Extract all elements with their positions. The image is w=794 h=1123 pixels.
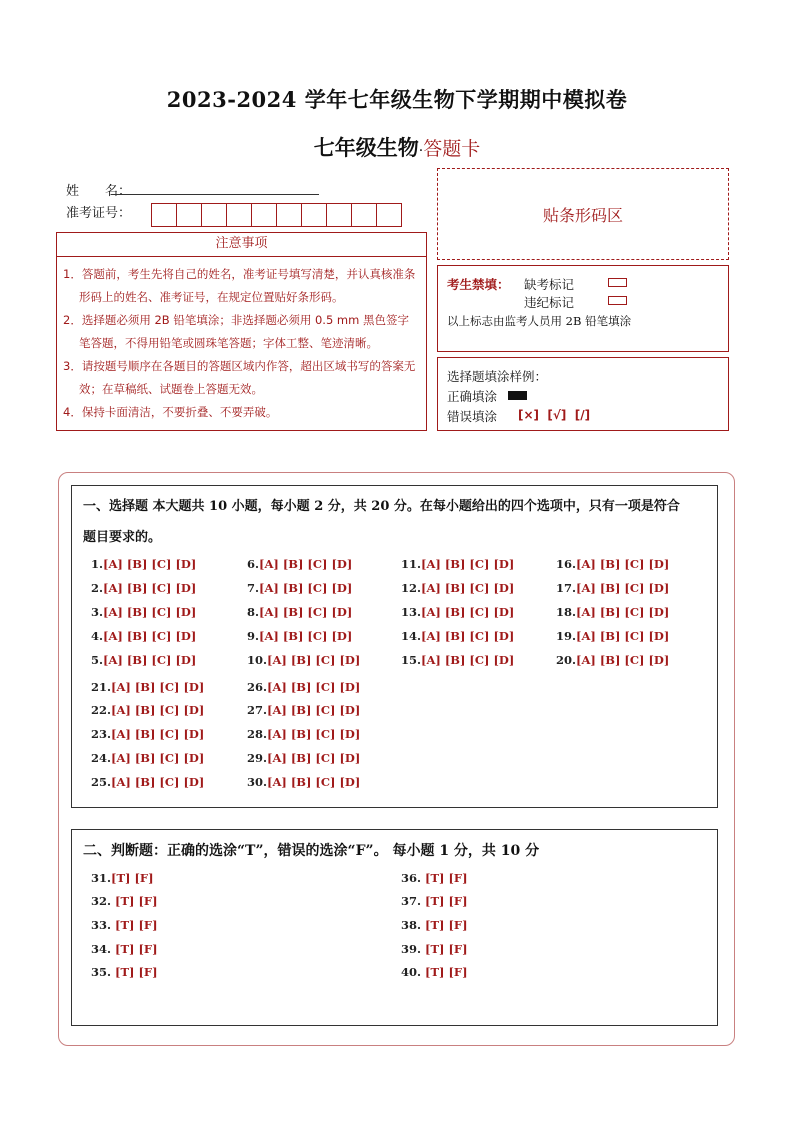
question-choice[interactable]: 21.[A] [B] [C] [D] [91, 680, 205, 694]
question-choice[interactable]: 24.[A] [B] [C] [D] [91, 751, 205, 765]
question-choice[interactable]: 1.[A] [B] [C] [D] [91, 557, 197, 571]
id-digit-box[interactable] [251, 203, 277, 227]
question-choice[interactable]: 23.[A] [B] [C] [D] [91, 727, 205, 741]
question-true-false[interactable]: 33. [T] [F] [91, 918, 158, 932]
id-number-boxes [151, 203, 401, 227]
question-choice[interactable]: 16.[A] [B] [C] [D] [556, 557, 670, 571]
id-digit-box[interactable] [276, 203, 302, 227]
question-choice[interactable]: 2.[A] [B] [C] [D] [91, 581, 197, 595]
question-choice[interactable]: 13.[A] [B] [C] [D] [401, 605, 515, 619]
id-digit-box[interactable] [176, 203, 202, 227]
wrong-fill-label: 错误填涂 [447, 409, 498, 424]
absent-mark-box[interactable] [608, 278, 627, 287]
id-digit-box[interactable] [201, 203, 227, 227]
question-choice[interactable]: 18.[A] [B] [C] [D] [556, 605, 670, 619]
sample-heading: 选择题填涂样例： [447, 369, 548, 384]
fill-sample-box [437, 357, 729, 431]
question-choice[interactable]: 11.[A] [B] [C] [D] [401, 557, 515, 571]
question-choice[interactable]: 27.[A] [B] [C] [D] [247, 703, 361, 717]
question-true-false[interactable]: 34. [T] [F] [91, 942, 158, 956]
question-choice[interactable]: 7.[A] [B] [C] [D] [247, 581, 353, 595]
question-true-false[interactable]: 38. [T] [F] [401, 918, 468, 932]
question-choice[interactable]: 6.[A] [B] [C] [D] [247, 557, 353, 571]
question-true-false[interactable]: 32. [T] [F] [91, 894, 158, 908]
examiner-only-box [437, 265, 729, 352]
notice-item: 3．请按题号顺序在各题目的答题区域内作答，超出区域书写的答案无效；在草稿纸、试题卷上答题无效。 [63, 359, 416, 396]
question-choice[interactable]: 28.[A] [B] [C] [D] [247, 727, 361, 741]
violation-mark-label: 违纪标记 [524, 295, 575, 310]
question-choice[interactable]: 9.[A] [B] [C] [D] [247, 629, 353, 643]
question-choice[interactable]: 30.[A] [B] [C] [D] [247, 775, 361, 789]
section2-title: 二、判断题：正确的选涂“T”，错误的选涂“F”。 每小题 1 分，共 10 分 [83, 843, 540, 859]
notice-item: 1．答题前，考生先将自己的姓名，准考证号填写清楚，并认真核准条形码上的姓名、准考证号，在规定位置贴好条形码。 [63, 267, 416, 304]
exam-title: 2023-2024 学年七年级生物下学期期中模拟卷 [166, 87, 628, 112]
forbid-label: 考生禁填： [447, 277, 510, 292]
notice-box [56, 232, 427, 431]
question-choice[interactable]: 19.[A] [B] [C] [D] [556, 629, 670, 643]
correct-fill-label: 正确填涂 [447, 389, 498, 404]
question-choice[interactable]: 12.[A] [B] [C] [D] [401, 581, 515, 595]
name-label: 姓 名： [66, 184, 132, 199]
question-true-false[interactable]: 39. [T] [F] [401, 942, 468, 956]
violation-mark-box[interactable] [608, 296, 627, 305]
section1-title-line1: 一、选择题 本大题共 10 小题，每小题 2 分，共 20 分。在每小题给出的四个选项中，只有一项是符合 [83, 499, 680, 514]
question-choice[interactable]: 8.[A] [B] [C] [D] [247, 605, 353, 619]
question-true-false[interactable]: 35. [T] [F] [91, 965, 158, 979]
question-choice[interactable]: 5.[A] [B] [C] [D] [91, 653, 197, 667]
correct-fill-sample [508, 391, 527, 400]
section-true-false [71, 829, 718, 1026]
answer-card-label: 答题卡 [423, 138, 481, 160]
question-choice[interactable]: 29.[A] [B] [C] [D] [247, 751, 361, 765]
id-digit-box[interactable] [351, 203, 377, 227]
section1-title-line2: 题目要求的。 [83, 530, 162, 545]
question-true-false[interactable]: 40. [T] [F] [401, 965, 468, 979]
name-field[interactable] [111, 194, 319, 195]
id-digit-box[interactable] [326, 203, 352, 227]
question-true-false[interactable]: 37. [T] [F] [401, 894, 468, 908]
wrong-fill-samples: [×] [√] [/] [518, 408, 591, 422]
id-label: 准考证号： [66, 206, 132, 221]
question-choice[interactable]: 3.[A] [B] [C] [D] [91, 605, 197, 619]
question-choice[interactable]: 15.[A] [B] [C] [D] [401, 653, 515, 667]
question-choice[interactable]: 17.[A] [B] [C] [D] [556, 581, 670, 595]
id-digit-box[interactable] [301, 203, 327, 227]
question-true-false[interactable]: 31.[T] [F] [91, 871, 154, 885]
question-choice[interactable]: 4.[A] [B] [C] [D] [91, 629, 197, 643]
id-digit-box[interactable] [151, 203, 177, 227]
question-choice[interactable]: 26.[A] [B] [C] [D] [247, 680, 361, 694]
question-choice[interactable]: 22.[A] [B] [C] [D] [91, 703, 205, 717]
notice-item: 4．保持卡面清洁，不要折叠、不要弄破。 [63, 405, 278, 419]
notice-heading: 注意事项 [57, 233, 426, 257]
question-choice[interactable]: 20.[A] [B] [C] [D] [556, 653, 670, 667]
forbid-note: 以上标志由监考人员用 2B 铅笔填涂 [447, 314, 632, 328]
question-true-false[interactable]: 36. [T] [F] [401, 871, 468, 885]
id-digit-box[interactable] [226, 203, 252, 227]
notice-item: 2．选择题必须用 2B 铅笔填涂；非选择题必须用 0.5 mm 黑色签字笔答题，不得用铅笔或圆珠笔答题；字体工整、笔迹清晰。 [63, 313, 409, 350]
question-choice[interactable]: 14.[A] [B] [C] [D] [401, 629, 515, 643]
absent-mark-label: 缺考标记 [524, 277, 575, 292]
barcode-area [437, 168, 729, 260]
barcode-label: 贴条形码区 [542, 205, 623, 225]
question-choice[interactable]: 25.[A] [B] [C] [D] [91, 775, 205, 789]
question-choice[interactable]: 10.[A] [B] [C] [D] [247, 653, 361, 667]
id-digit-box[interactable] [376, 203, 402, 227]
subtitle-separator: · [418, 143, 424, 159]
card-subtitle [0, 132, 794, 162]
subject-label: 七年级生物 [313, 135, 419, 160]
